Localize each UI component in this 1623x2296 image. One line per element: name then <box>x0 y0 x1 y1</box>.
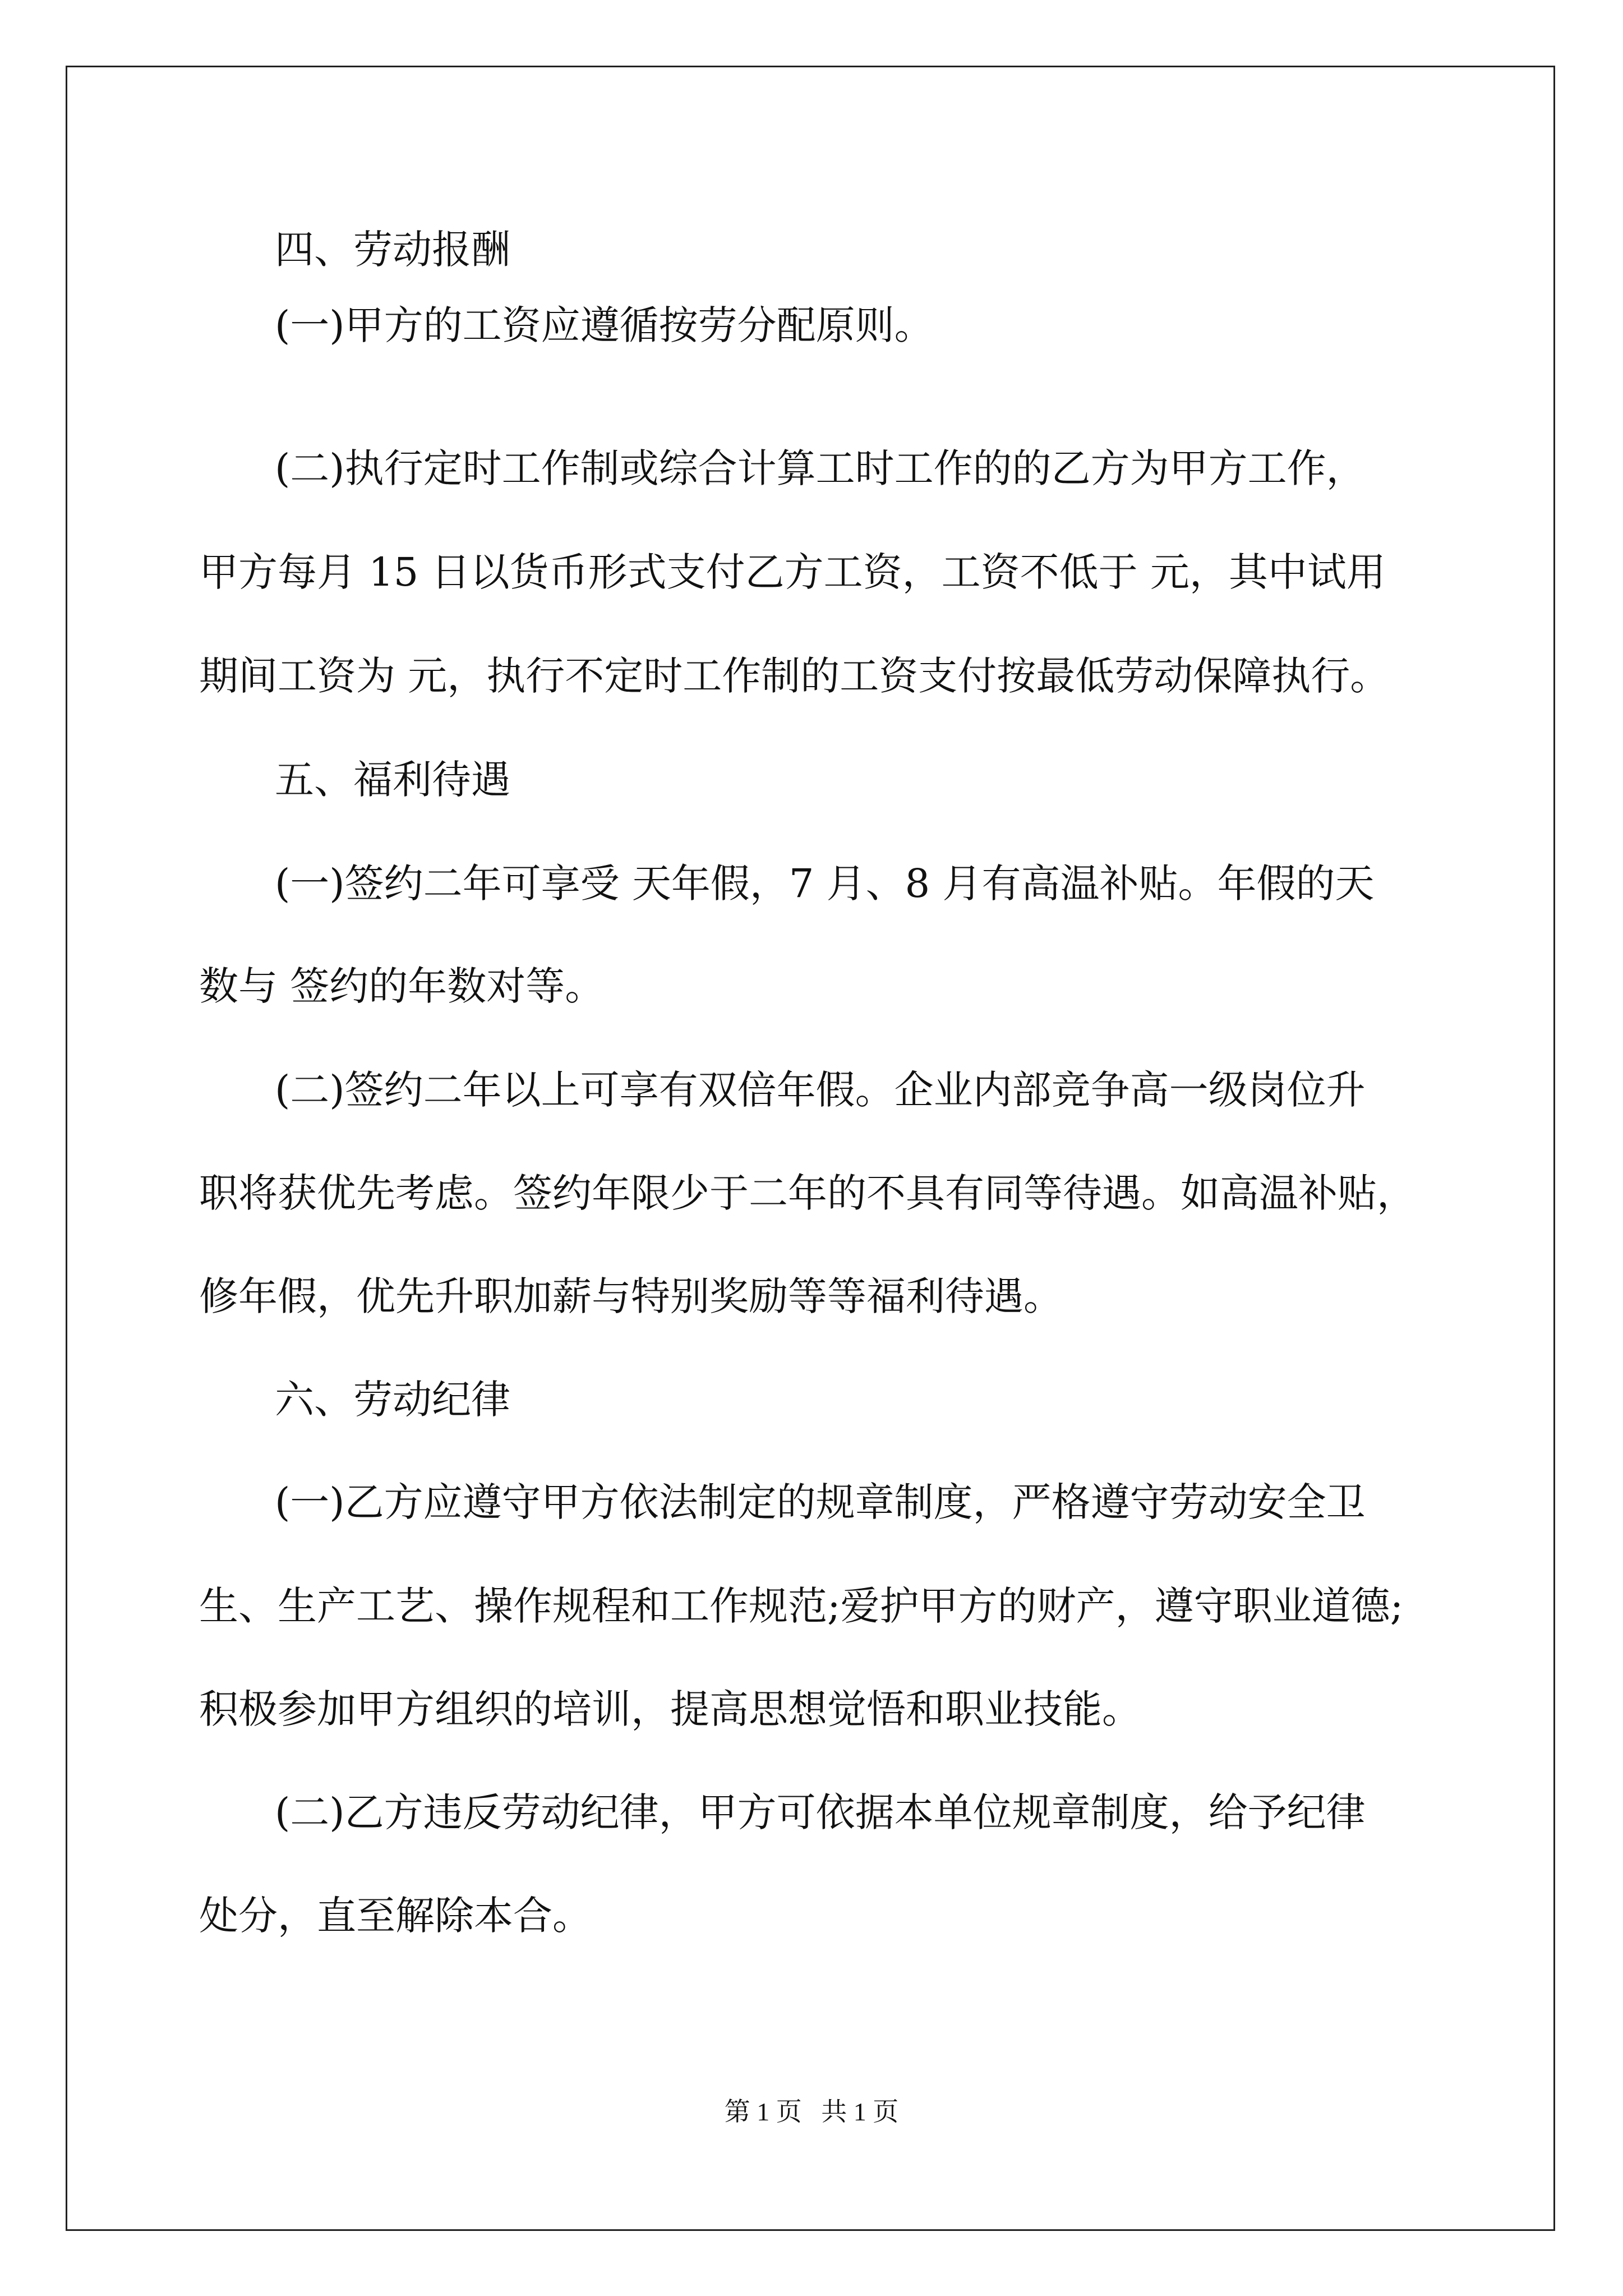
paragraph-6-2-line-1: (二)乙方违反劳动纪律，甲方可依据本单位规章制度，给予纪律 <box>275 1789 1366 1835</box>
section-heading-6: 六、劳动纪律 <box>275 1377 510 1423</box>
paragraph-4-2-line-1: (二)执行定时工作制或综合计算工时工作的的乙方为甲方工作， <box>275 445 1366 491</box>
paragraph-5-1-line-1: (一)签约二年可享受 天年假，7 月、8 月有高温补贴。年假的天 <box>275 861 1375 907</box>
paragraph-4-2-line-2: 甲方每月 15 日以货币形式支付乙方工资，工资不低于 元，其中试用 <box>199 549 1386 595</box>
paragraph-5-2-line-1: (二)签约二年以上可享有双倍年假。企业内部竞争高一级岗位升 <box>275 1067 1366 1113</box>
paragraph-5-2-line-3: 修年假，优先升职加薪与特别奖励等等福利待遇。 <box>199 1273 1063 1319</box>
paragraph-6-1-line-1: (一)乙方应遵守甲方依法制定的规章制度，严格遵守劳动安全卫 <box>275 1479 1366 1525</box>
page-number-footer: 第 1 页 共 1 页 <box>724 2097 899 2126</box>
section-heading-5: 五、福利待遇 <box>275 757 510 803</box>
section-heading-4: 四、劳动报酬 <box>275 227 510 273</box>
paragraph-6-1-line-3: 积极参加甲方组织的培训，提高思想觉悟和职业技能。 <box>199 1686 1141 1732</box>
paragraph-4-1: (一)甲方的工资应遵循按劳分配原则。 <box>275 302 934 348</box>
paragraph-6-2-line-2: 处分，直至解除本合。 <box>199 1893 592 1939</box>
paragraph-5-1-line-2: 数与 签约的年数对等。 <box>199 963 605 1009</box>
paragraph-6-1-line-2: 生、生产工艺、操作规程和工作规范;爱护甲方的财产，遵守职业道德; <box>199 1583 1404 1629</box>
paragraph-4-2-line-3: 期间工资为 元，执行不定时工作制的工资支付按最低劳动保障执行。 <box>199 653 1390 699</box>
paragraph-5-2-line-2: 职将获优先考虑。签约年限少于二年的不具有同等待遇。如高温补贴， <box>199 1170 1416 1216</box>
